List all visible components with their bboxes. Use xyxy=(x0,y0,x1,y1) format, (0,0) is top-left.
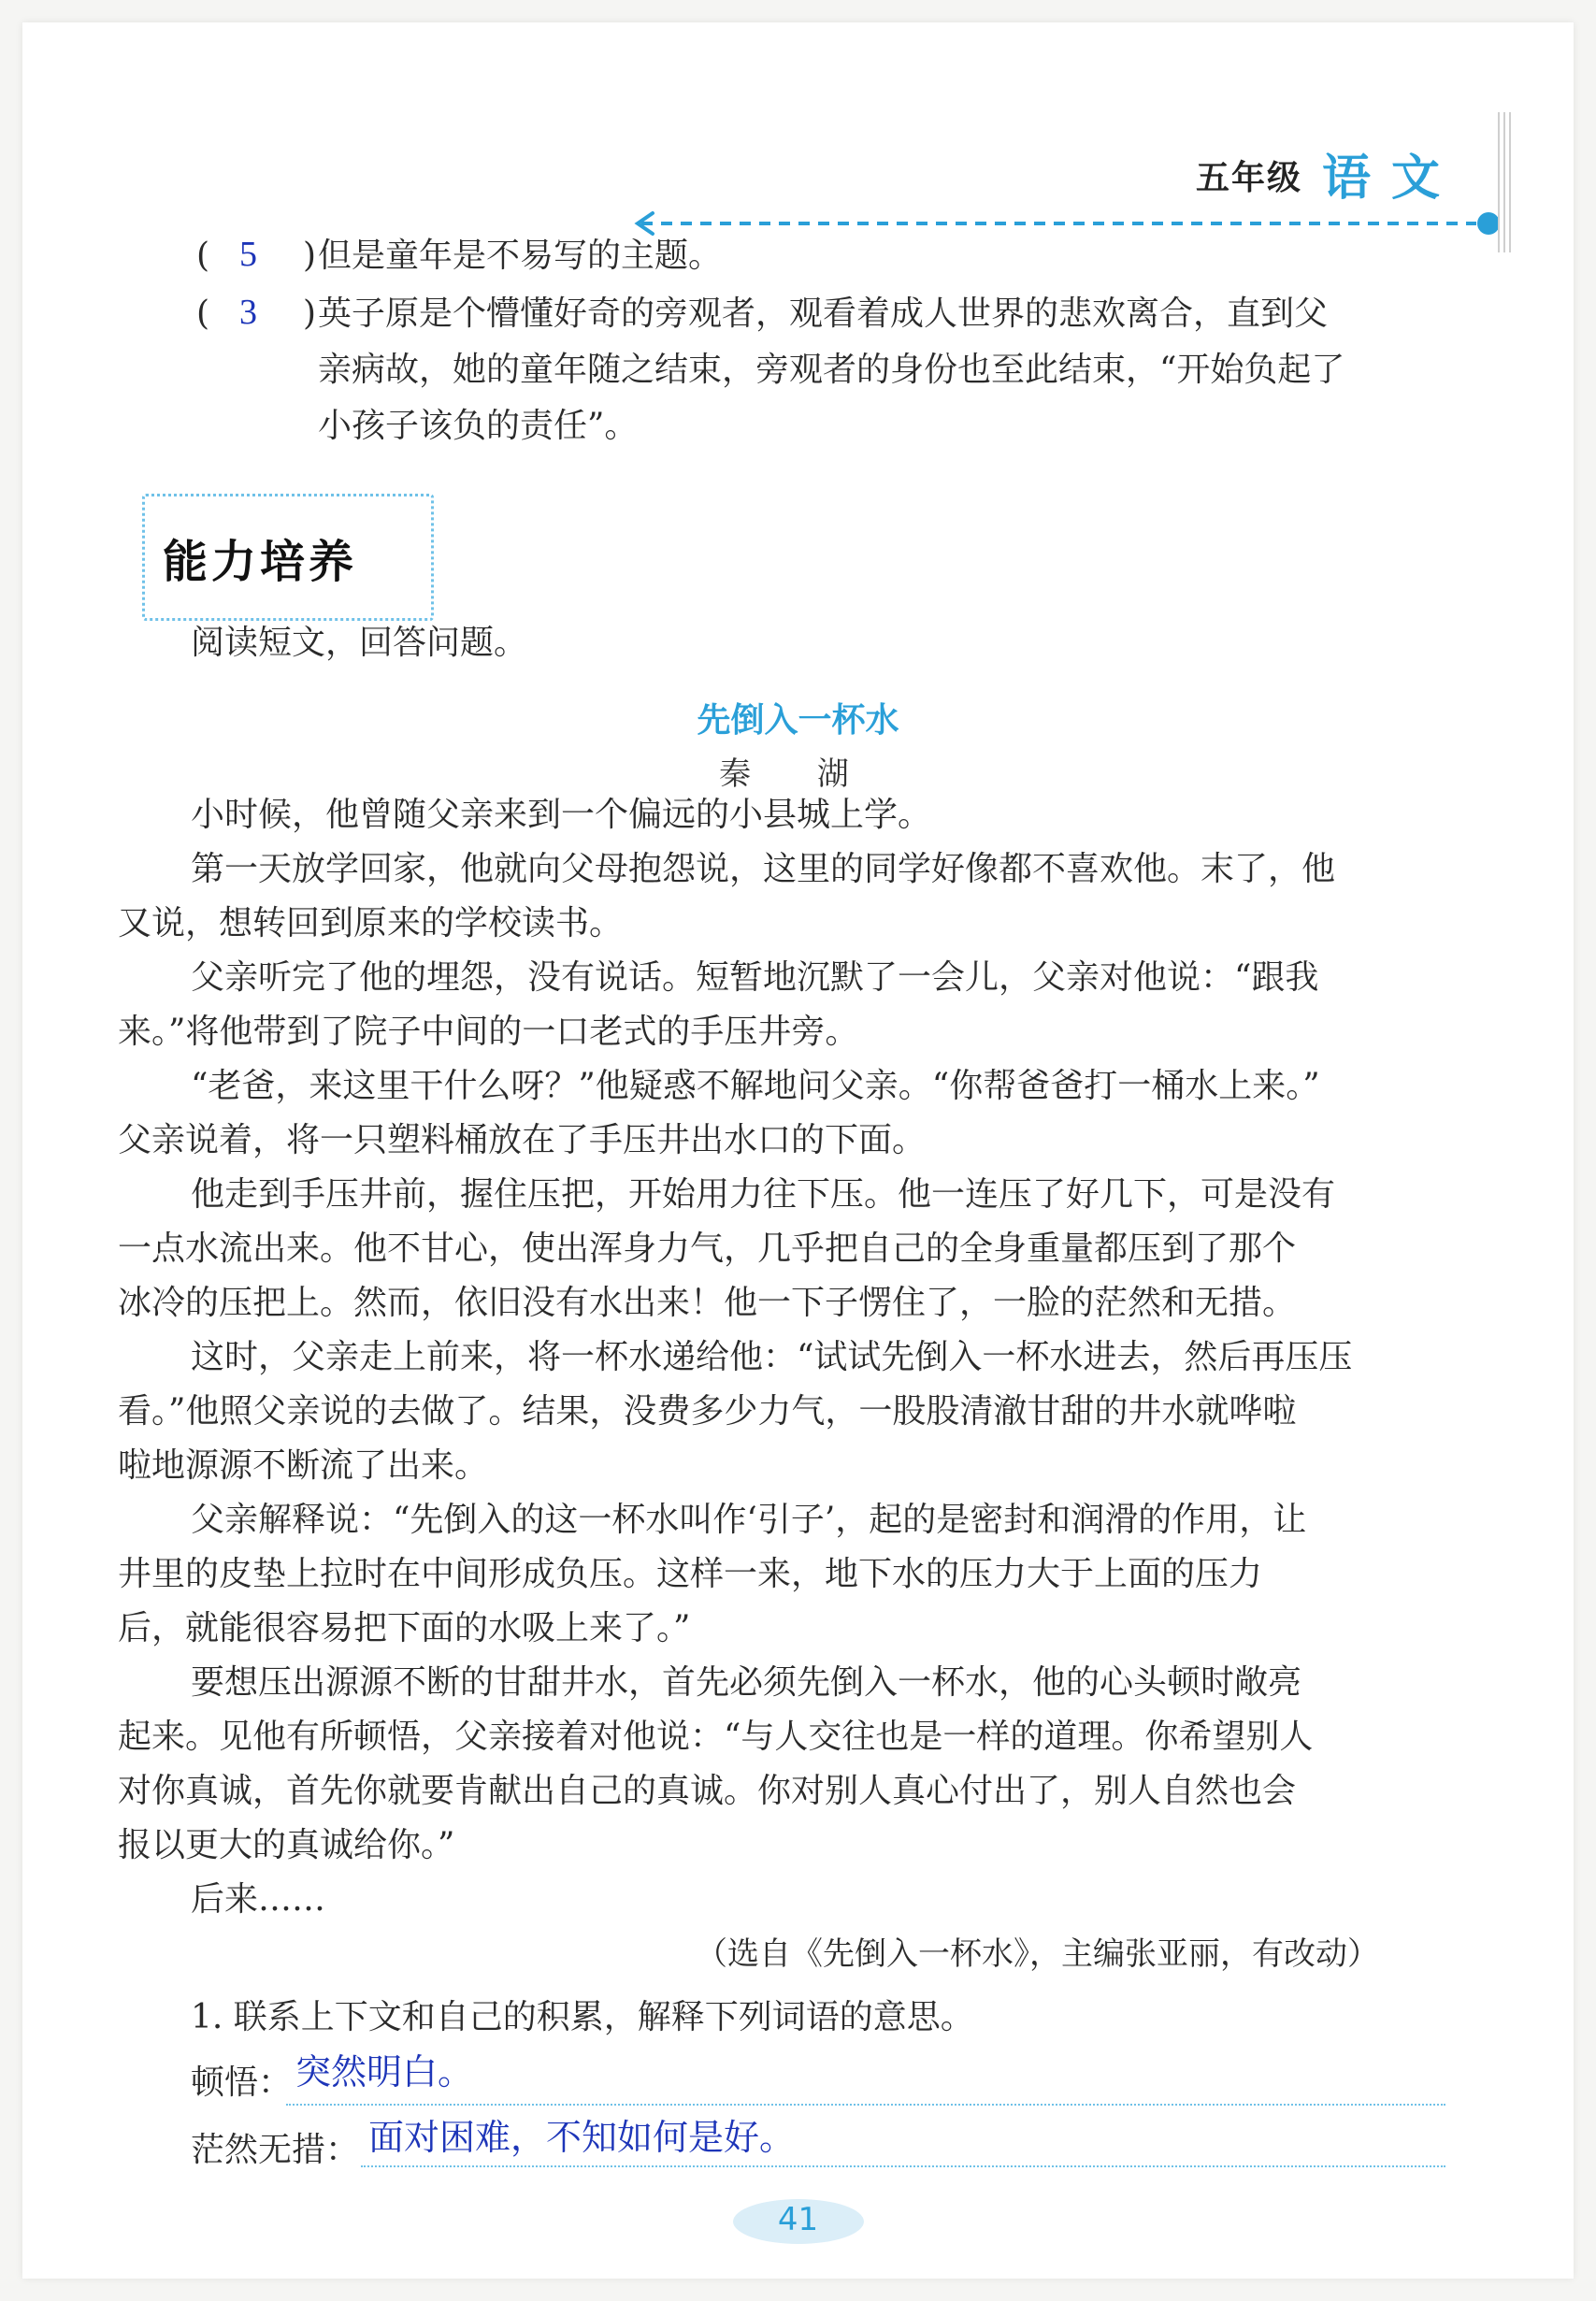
answer-line xyxy=(286,2104,1445,2106)
grade-label: 五年级 xyxy=(1196,159,1303,197)
article-line: 报以更大的真诚给你。” xyxy=(118,1826,455,1864)
article-line: 他走到手压井前，握住压把，开始用力往下压。他一连压了好几下，可是没有 xyxy=(191,1175,1336,1214)
term-label: 顿悟： xyxy=(191,2064,293,2102)
page-number: 41 xyxy=(777,2201,819,2238)
header-arrow-line xyxy=(630,209,1518,237)
instruction-text: 阅读短文，回答问题。 xyxy=(191,624,528,662)
workbook-page xyxy=(22,22,1574,2279)
handwritten-answer: 面对困难，不知如何是好。 xyxy=(368,2117,796,2158)
article-line: 第一天放学回家，他就向父母抱怨说，这里的同学好像都不喜欢他。末了，他 xyxy=(191,850,1336,888)
paren-open: ( xyxy=(196,295,210,333)
answer-number: 3 xyxy=(239,293,257,332)
article-line: “老爸，来这里干什么呀？”他疑惑不解地问父亲。“你帮爸爸打一桶水上来。” xyxy=(191,1067,1320,1105)
statement-text: 亲病故，她的童年随之结束，旁观者的身份也至此结束，“开始负起了 xyxy=(318,351,1345,389)
article-line: 来。”将他带到了院子中间的一口老式的手压井旁。 xyxy=(118,1013,859,1051)
paren-close: ) xyxy=(303,237,317,275)
article-author: 秦 湖 xyxy=(719,755,877,793)
statement-text: 小孩子该负的责任”。 xyxy=(318,407,639,445)
article-line: 要想压出源源不断的甘甜井水，首先必须先倒入一杯水，他的心头顿时敞亮 xyxy=(191,1663,1302,1702)
page-edge-decoration xyxy=(1495,112,1514,252)
article-line: 啦地源源不断流了出来。 xyxy=(118,1446,489,1485)
statement-text: 英子原是个懵懂好奇的旁观者，观看着成人世界的悲欢离合，直到父 xyxy=(318,295,1329,333)
subject-label: 语文 xyxy=(1322,151,1461,207)
article-line: 父亲听完了他的埋怨，没有说话。短暂地沉默了一会儿，父亲对他说：“跟我 xyxy=(191,958,1319,997)
article-line: 父亲说着，将一只塑料桶放在了手压井出水口的下面。 xyxy=(118,1121,927,1159)
article-line: 井里的皮垫上拉时在中间形成负压。这样一来，地下水的压力大于上面的压力 xyxy=(118,1555,1263,1593)
paren-close: ) xyxy=(303,295,317,333)
article-line: 对你真诚，首先你就要肯献出自己的真诚。你对别人真心付出了，别人自然也会 xyxy=(118,1772,1297,1810)
section-title: 能力培养 xyxy=(163,536,358,588)
article-line: 这时，父亲走上前来，将一杯水递给他：“试试先倒入一杯水进去，然后再压压 xyxy=(191,1338,1353,1376)
term-label: 茫然无措： xyxy=(191,2131,360,2169)
answer-number: 5 xyxy=(239,235,257,274)
article-line: 小时候，他曾随父亲来到一个偏远的小县城上学。 xyxy=(191,796,932,834)
handwritten-answer: 突然明白。 xyxy=(295,2051,474,2092)
article-line: 父亲解释说：“先倒入的这一杯水叫作‘引子’，起的是密封和润滑的作用，让 xyxy=(191,1501,1307,1539)
question-prompt: 1. 联系上下文和自己的积累，解释下列词语的意思。 xyxy=(191,1998,974,2036)
article-source: （选自《先倒入一杯水》，主编张亚丽，有改动） xyxy=(696,1935,1379,1973)
article-line: 冰冷的压把上。然而，依旧没有水出来！他一下子愣住了，一脸的茫然和无措。 xyxy=(118,1284,1297,1322)
paren-open: ( xyxy=(196,237,210,275)
article-line: 后，就能很容易把下面的水吸上来了。” xyxy=(118,1609,691,1647)
article-line: 又说，想转回到原来的学校读书。 xyxy=(118,904,624,942)
article-line: 后来…… xyxy=(191,1880,326,1919)
article-line: 起来。见他有所顿悟，父亲接着对他说：“与人交往也是一样的道理。你希望别人 xyxy=(118,1718,1314,1756)
article-line: 看。”他照父亲说的去做了。结果，没费多少力气，一股股清澈甘甜的井水就哗啦 xyxy=(118,1392,1297,1431)
answer-line xyxy=(361,2165,1445,2167)
article-title: 先倒入一杯水 xyxy=(697,701,899,740)
statement-text: 但是童年是不易写的主题。 xyxy=(318,237,723,275)
article-line: 一点水流出来。他不甘心，使出浑身力气，几乎把自己的全身重量都压到了那个 xyxy=(118,1230,1297,1268)
